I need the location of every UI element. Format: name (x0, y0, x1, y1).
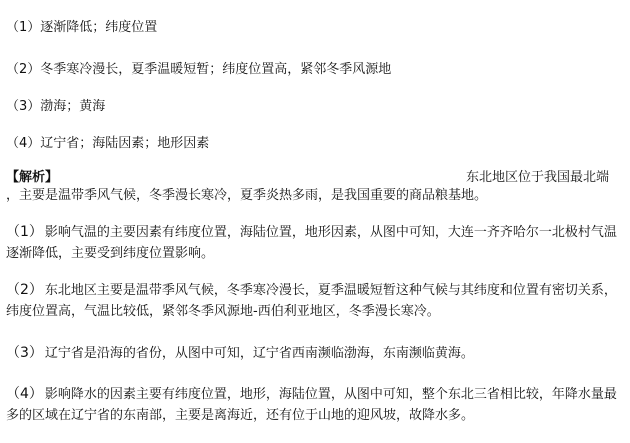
analysis-tag: 【解析】 (6, 170, 59, 185)
paragraph-text: 影响降水的因素主要有纬度位置，地形，海陆位置，从图中可知，整个东北三省相比较，年降水量最多的区域在辽宁省的东南部，主要是离海近，还有位于山地的迎风坡，故降水多。 (6, 387, 617, 423)
answer-4: （4）辽宁省；海陆因素；地形因素 (6, 136, 210, 151)
paragraph-1 (6, 222, 628, 264)
paragraph-number: （3） (6, 345, 43, 361)
paragraph-2 (6, 280, 628, 322)
paragraph-number: （1） (6, 224, 43, 240)
analysis-intro-cont: ，主要是温带季风气候，冬季漫长寒冷，夏季炎热多雨，是我国重要的商品粮基地。 (6, 188, 488, 203)
paragraph-text: 东北地区主要是温带季风气候，冬季寒冷漫长，夏季温暖短暂这种气候与其纬度和位置有密切关系，纬度位置高，气温比较低，紧邻冬季风源地-西伯利亚地区，冬季漫长寒冷。 (6, 283, 617, 319)
paragraph-text: 辽宁省是沿海的省份，从图中可知，辽宁省西南濒临渤海，东南濒临黄海。 (44, 346, 474, 361)
answer-2: （2）冬季寒冷漫长，夏季温暖短暂；纬度位置高，紧邻冬季风源地 (6, 62, 392, 77)
answer-3: （3）渤海；黄海 (6, 99, 106, 114)
paragraph-text: 影响气温的主要因素有纬度位置，海陆位置，地形因素，从图中可知，大连一齐齐哈尔一北极村气温逐渐降低，主要受到纬度位置影响。 (6, 225, 617, 261)
answer-1: （1）逐渐降低；纬度位置 (6, 20, 158, 35)
paragraph-number: （4） (6, 386, 43, 402)
paragraph-number: （2） (6, 282, 43, 298)
analysis-intro-right: 东北地区位于我国最北端 (466, 170, 610, 185)
paragraph-3 (6, 343, 628, 364)
paragraph-4 (6, 384, 628, 426)
